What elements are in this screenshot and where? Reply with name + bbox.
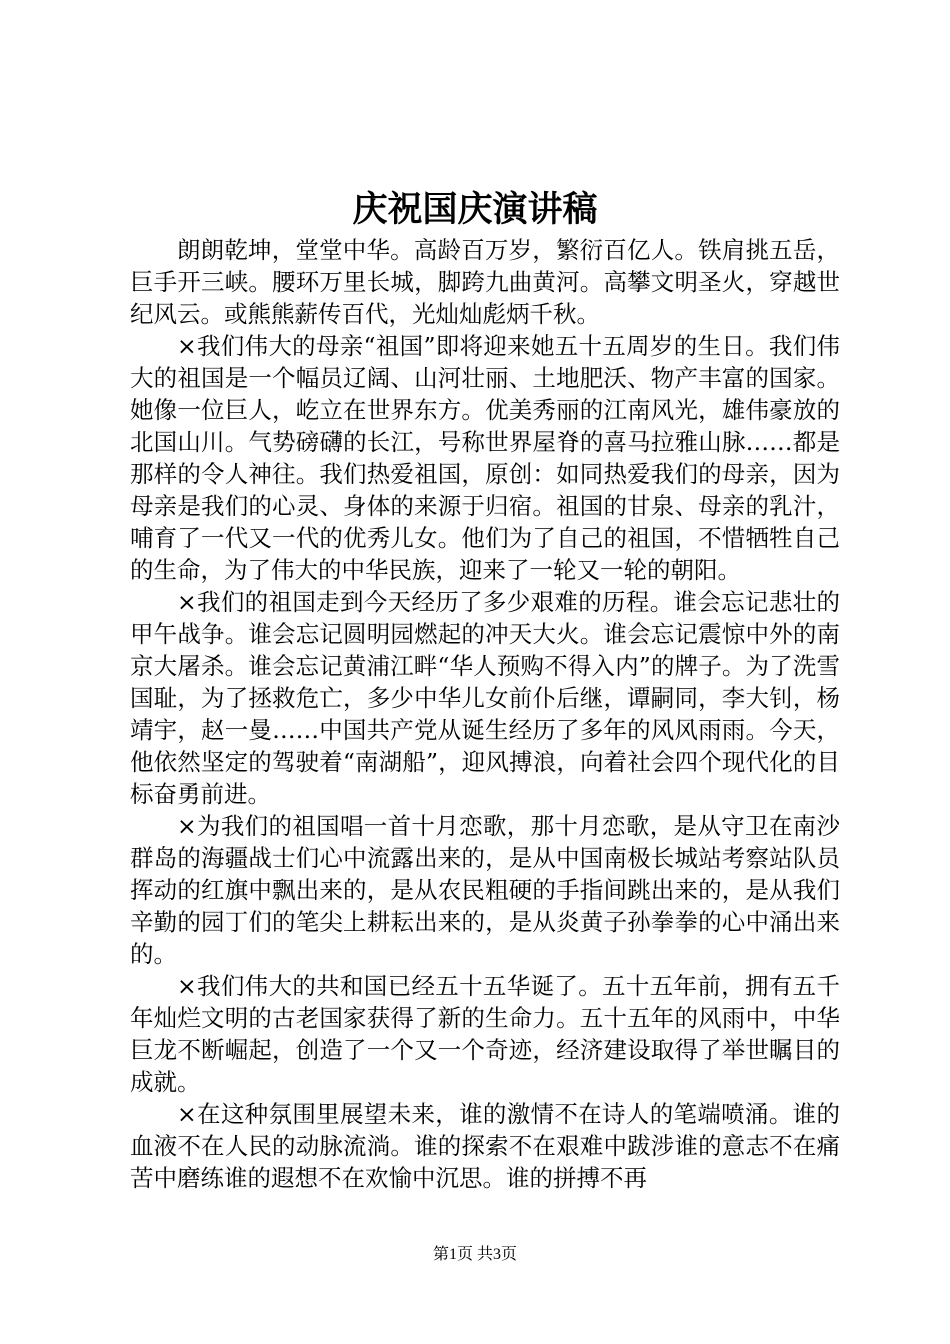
paragraph: ×我们伟大的共和国已经五十五华诞了。五十五年前，拥有五千年灿烂文明的古老国家获得了新的生命力。五十五年的风雨中，中华巨龙不断崛起，创造了一个又一个奇迹，经济建设取得了举世瞩目的成就。 <box>130 972 840 1096</box>
document-body <box>130 234 840 1194</box>
page-footer: 第1页 共3页 <box>432 1246 517 1263</box>
paragraph: ×我们伟大的母亲“祖国”即将迎来她五十五周岁的生日。我们伟大的祖国是一个幅员辽阔、山河壮丽、土地肥沃、物产丰富的国家。她像一位巨人，屹立在世界东方。优美秀丽的江南风光，雄伟豪放的北国山川。气势磅礴的长江，号称世界屋脊的喜马拉雅山脉……都是那样的令人神往。我们热爱祖国，原创：如同热爱我们的母亲，因为母亲是我们的心灵、身体的来源于归宿。祖国的甘泉、母亲的乳汁，哺育了一代又一代的优秀儿女。他们为了自己的祖国，不惜牺牲自己的生命，为了伟大的中华民族，迎来了一轮又一轮的朝阳。 <box>130 332 840 584</box>
paragraph: ×我们的祖国走到今天经历了多少艰难的历程。谁会忘记悲壮的甲午战争。谁会忘记圆明园燃起的冲天大火。谁会忘记震惊中外的南京大屠杀。谁会忘记黄浦江畔“华人预购不得入内”的牌子。为了洗雪国耻，为了拯救危亡，多少中华儿女前仆后继，谭嗣同，李大钊，杨靖宇，赵一曼……中国共产党从诞生经历了多年的风风雨雨。今天，他依然坚定的驾驶着“南湖船”，迎风搏浪，向着社会四个现代化的目标奋勇前进。 <box>130 588 840 808</box>
paragraph: ×为我们的祖国唱一首十月恋歌，那十月恋歌，是从守卫在南沙群岛的海疆战士们心中流露出来的，是从中国南极长城站考察站队员挥动的红旗中飘出来的，是从农民粗硬的手指间跳出来的，是从我们辛勤的园丁们的笔尖上耕耘出来的，是从炎黄子孙拳拳的心中涌出来的。 <box>130 812 840 968</box>
paragraph: ×在这种氛围里展望未来，谁的激情不在诗人的笔端喷涌。谁的血液不在人民的动脉流淌。谁的探索不在艰难中跋涉谁的意志不在痛苦中磨练谁的遐想不在欢愉中沉思。谁的拼搏不再 <box>130 1100 840 1192</box>
paragraph: 朗朗乾坤，堂堂中华。高龄百万岁，繁衍百亿人。铁肩挑五岳，巨手开三峡。腰环万里长城，脚跨九曲黄河。高攀文明圣火，穿越世纪风云。或熊熊薪传百代，光灿灿彪炳千秋。 <box>130 236 840 328</box>
page-title: 庆祝国庆演讲稿 <box>352 189 598 230</box>
